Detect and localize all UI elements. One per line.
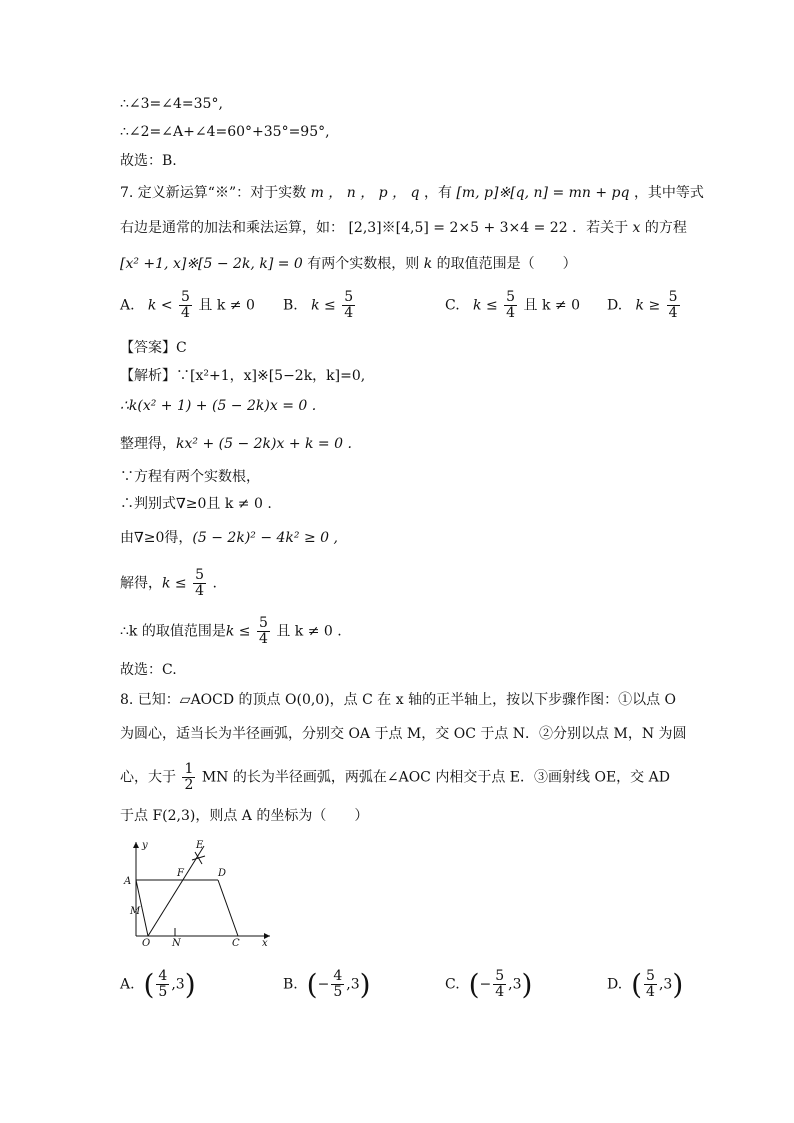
q7-option-c: C. k ≤ $\frac{5}{4}$ 且 k ≠ 0: [445, 289, 581, 321]
q7-analysis-line: 【解析】∵[x²+1，x]※[5−2k，k]=0,: [120, 368, 366, 384]
q7-step-4: ∴判别式∇≥0且 k ≠ 0 .: [120, 496, 272, 512]
q7-step-1: ∴k(x² + 1) + (5 − 2k)x = 0 .: [120, 398, 317, 414]
fig-label-e: E: [196, 840, 204, 851]
fig-label-f: F: [177, 868, 184, 879]
prev-line-1: ∴∠3=∠4=35°,: [120, 96, 223, 112]
q8-line-1: 8. 已知：▱AOCD 的顶点 O(0,0)，点 C 在 x 轴的正半轴上，按以下步骤作图：①以点 O: [120, 692, 676, 708]
q7-step-2: 整理得，kx² + (5 − 2k)x + k = 0 .: [120, 436, 352, 452]
prev-line-3: 故选：B.: [120, 153, 177, 169]
prev-line-2: ∴∠2=∠A+∠4=60°+35°=95°,: [120, 124, 330, 140]
q8-line-4: 于点 F(2,3)，则点 A 的坐标为（ ）: [120, 808, 369, 824]
fig-label-c: C: [232, 938, 240, 949]
fig-label-n: N: [172, 938, 181, 949]
fig-label-y: y: [142, 840, 148, 851]
fig-label-a: A: [124, 876, 132, 887]
q8-line-2: 为圆心，适当长为半径画弧，分别交 OA 于点 M，交 OC 于点 N．②分别以点 M，N 为圆: [120, 726, 687, 742]
q7-step-6: 解得，k ≤ $\frac{5}{4}$ .: [120, 567, 217, 599]
q8-option-c: C. (− $\frac{5}{4}$ ,3): [445, 968, 533, 1001]
q8-option-b: B. (− $\frac{4}{5}$ ,3): [283, 968, 371, 1001]
q7-answer: 【答案】C: [120, 340, 187, 356]
q7-option-a: A. k < $\frac{5}{4}$ 且 k ≠ 0: [120, 289, 255, 321]
q7-option-b: B. k ≤ $\frac{5}{4}$: [283, 289, 354, 321]
fig-label-d: D: [218, 868, 227, 879]
q8-option-a: A. ( $\frac{4}{5}$ ,3): [120, 968, 196, 1001]
q7-line-3: [x² +1, x]※[5 − 2k, k] = 0 有两个实数根，则 k 的取值范围是（ ）: [120, 256, 577, 272]
q7-line-1: 7. 定义新运算“※”：对于实数 m ， n ， p ， q ，有 [m, p]※[q, n] = mn + pq ，其中等式: [120, 185, 704, 201]
q8-figure: [120, 836, 280, 951]
fig-label-m: M: [130, 906, 141, 917]
q7-option-d: D. k ≥ $\frac{5}{4}$: [607, 289, 678, 321]
q7-step-5: 由∇≥0得，(5 − 2k)² − 4k² ≥ 0 ,: [120, 530, 338, 546]
q7-step-3: ∵方程有两个实数根，: [120, 469, 260, 485]
q7-step-7: ∴k 的取值范围是k ≤ $\frac{5}{4}$ 且 k ≠ 0 .: [120, 615, 342, 647]
q8-line-3: 心，大于 $\frac{1}{2}$ MN 的长为半径画弧，两弧在∠AOC 内相交于点 E．③画射线 OE，交 AD: [120, 761, 670, 793]
q8-option-d: D. ( $\frac{5}{4}$ ,3): [607, 968, 684, 1001]
q7-line-2: 右边是通常的加法和乘法运算，如： [2,3]※[4,5] = 2×5 + 3×4 = 22 ．若关于 x 的方程: [120, 220, 687, 236]
q7-choose: 故选：C.: [120, 662, 177, 678]
fig-label-x: x: [262, 938, 268, 949]
fig-label-o: O: [142, 938, 151, 949]
